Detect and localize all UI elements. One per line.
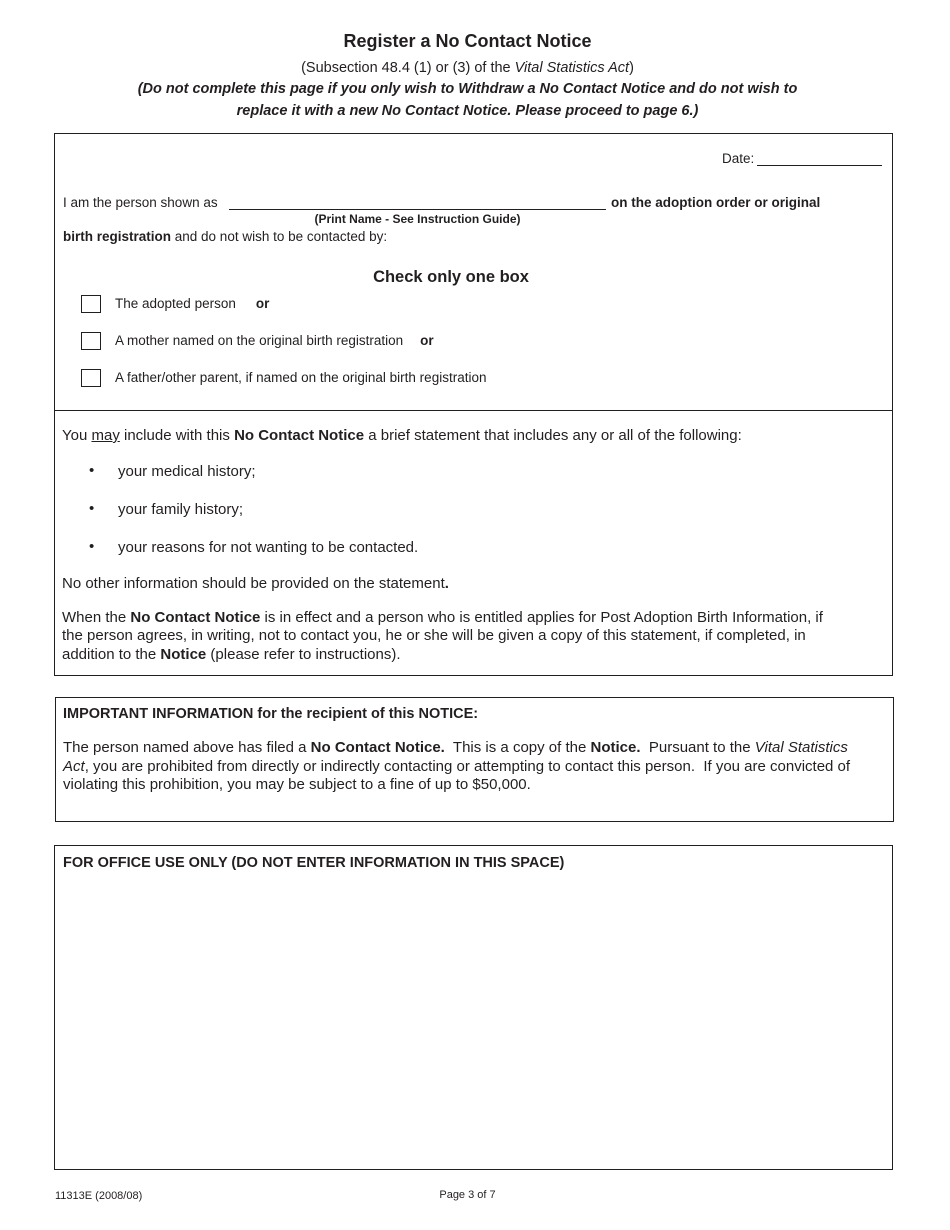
important-line-3: violating this prohibition, you may be subject to a fine of up to $50,000. (63, 776, 531, 793)
birth-registration-rest: and do not wish to be contacted by: (171, 229, 388, 244)
form-code: 11313E (2008/08) (55, 1190, 143, 1202)
option-or: or (420, 333, 434, 348)
father-checkbox[interactable] (81, 369, 101, 387)
when-line-2: the person agrees, in writing, not to contact you, he or she will be given a copy of this statement, if completed, in (62, 627, 806, 644)
bullet-icon: • (89, 462, 95, 479)
statement-intro (62, 427, 742, 444)
no-other-period: . (444, 575, 449, 592)
when-line3-rest: (please refer to instructions). (206, 646, 401, 663)
bullet-family-history: your family history; (118, 501, 244, 518)
intro-end: a brief statement that includes any or all of the following: (364, 427, 742, 444)
when-line1-rest: is in effect and a person who is entitled applies for Post Adoption Birth Information, if (260, 609, 823, 626)
subtitle-suffix: ) (629, 60, 634, 76)
date-field[interactable] (757, 165, 882, 166)
when-notice-bold: No Contact Notice (130, 609, 261, 626)
option-or: or (255, 296, 270, 311)
name-caption: (Print Name - See Instruction Guide) (314, 212, 521, 226)
important-line-2 (63, 758, 850, 775)
page-subtitle (0, 60, 935, 76)
adoption-order-text: on the adoption order or original (611, 195, 821, 210)
option-label: A father/other parent, if named on the original birth registration (115, 370, 487, 385)
option-mother (115, 333, 434, 348)
imp-mid2: Pursuant to the (640, 739, 755, 756)
option-label: The adopted person (115, 296, 236, 311)
bullet-icon: • (89, 500, 95, 517)
intro-may: may (91, 427, 120, 444)
option-adopted-person (115, 296, 269, 311)
intro-mid: include with this (119, 427, 235, 444)
intro-notice-bold: No Contact Notice (234, 427, 365, 444)
when-pre: When the (62, 609, 131, 626)
office-use-box (54, 845, 893, 1170)
adopted-person-checkbox[interactable] (81, 295, 101, 313)
option-father (115, 370, 486, 385)
warning-line-2: replace it with a new No Contact Notice. Please proceed to page 6.) (236, 103, 699, 119)
when-line3-notice-bold: Notice (160, 646, 207, 663)
bullet-reasons: your reasons for not wanting to be contacted. (118, 539, 419, 556)
no-other-text: No other information should be provided on the statement (62, 575, 445, 592)
birth-registration-text (63, 229, 387, 244)
office-use-heading: FOR OFFICE USE ONLY (DO NOT ENTER INFORMATION IN THIS SPACE) (63, 855, 565, 871)
subtitle-prefix: (Subsection 48.4 (1) or (3) of the (301, 60, 515, 76)
subtitle-act-name: Vital Statistics Act (514, 60, 630, 76)
no-other-information (62, 575, 449, 592)
date-label: Date: (722, 151, 755, 166)
section-divider (55, 410, 892, 411)
person-shown-label: I am the person shown as (63, 195, 218, 210)
important-line-1 (63, 739, 848, 756)
mother-checkbox[interactable] (81, 332, 101, 350)
imp-notice-bold: Notice. (590, 739, 641, 756)
bullet-medical-history: your medical history; (118, 463, 256, 480)
warning-line-1: (Do not complete this page if you only wish to Withdraw a No Contact Notice and do not wish to (137, 81, 798, 97)
intro-you: You (62, 427, 92, 444)
page-title: Register a No Contact Notice (343, 31, 592, 51)
check-only-one-heading: Check only one box (373, 268, 529, 286)
bullet-icon: • (89, 538, 95, 555)
imp-pre: The person named above has filed a (63, 739, 311, 756)
imp-no-contact-bold: No Contact Notice. (310, 739, 445, 756)
name-field[interactable] (229, 209, 606, 210)
imp-act-italic: Vital Statistics (754, 739, 848, 756)
imp-line2-rest: , you are prohibited from directly or indirectly contacting or attempting to contact this person. If you are convicted of (84, 758, 851, 775)
important-heading: IMPORTANT INFORMATION for the recipient of this NOTICE: (63, 706, 479, 722)
when-line-3 (62, 646, 401, 663)
imp-act-word: Act (63, 758, 85, 775)
birth-registration-bold: birth registration (63, 229, 172, 244)
when-line3-pre: addition to the (62, 646, 161, 663)
imp-mid1: This is a copy of the (444, 739, 591, 756)
page-number: Page 3 of 7 (439, 1189, 496, 1201)
option-label: A mother named on the original birth registration (115, 333, 404, 348)
when-line-1 (62, 609, 823, 626)
